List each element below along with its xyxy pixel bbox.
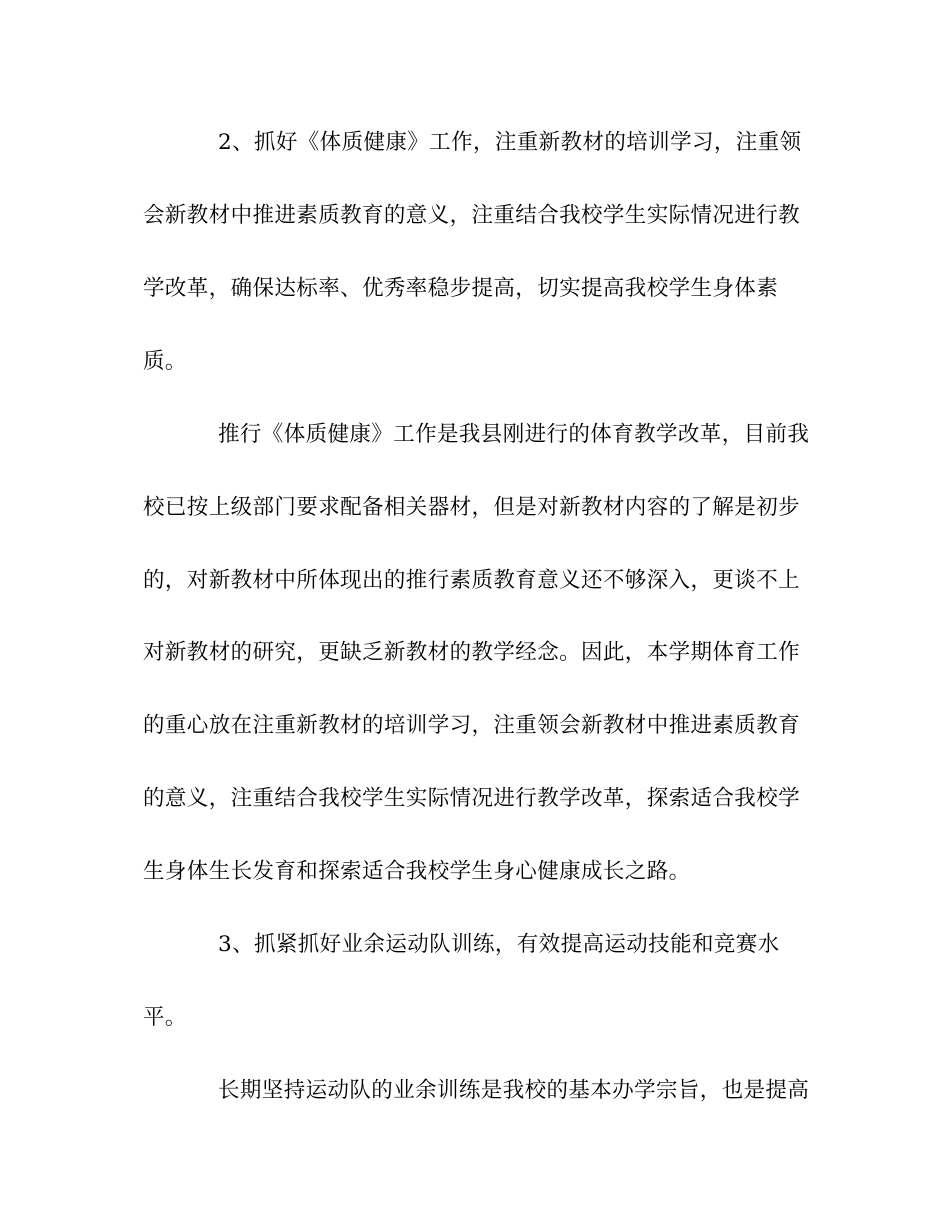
paragraph-2-line-2: 校已按上级部门要求配备相关器材，但是对新教材内容的了解是初步 xyxy=(143,495,801,520)
paragraph-3-line-1: 3、抓紧抓好业余运动队训练，有效提高运动技能和竞赛水 xyxy=(218,932,780,957)
paragraph-1-line-1: 2、抓好《体质健康》工作，注重新教材的培训学习，注重领 xyxy=(218,130,802,155)
paragraph-1-line-3: 学改革，确保达标率、优秀率稳步提高，切实提高我校学生身体素 xyxy=(143,276,779,301)
paragraph-2-line-6: 的意义，注重结合我校学生实际情况进行教学改革，探索适合我校学 xyxy=(143,786,801,811)
paragraph-1-line-2: 会新教材中推进素质教育的意义，注重结合我校学生实际情况进行教 xyxy=(143,203,801,228)
paragraph-4-line-1: 长期坚持运动队的业余训练是我校的基本办学宗旨，也是提高 xyxy=(218,1078,810,1103)
paragraph-1-line-4: 质。 xyxy=(143,349,187,374)
paragraph-2-line-3: 的，对新教材中所体现出的推行素质教育意义还不够深入，更谈不上 xyxy=(143,568,801,593)
paragraph-2-line-7: 生身体生长发育和探索适合我校学生身心健康成长之路。 xyxy=(143,859,691,884)
paragraph-3-line-2: 平。 xyxy=(143,1005,187,1030)
paragraph-2-line-5: 的重心放在注重新教材的培训学习，注重领会新教材中推进素质教育 xyxy=(143,713,801,738)
paragraph-2-line-4: 对新教材的研究，更缺乏新教材的教学经念。因此，本学期体育工作 xyxy=(143,640,801,665)
paragraph-2-line-1: 推行《体质健康》工作是我县刚进行的体育教学改革，目前我 xyxy=(218,422,810,447)
